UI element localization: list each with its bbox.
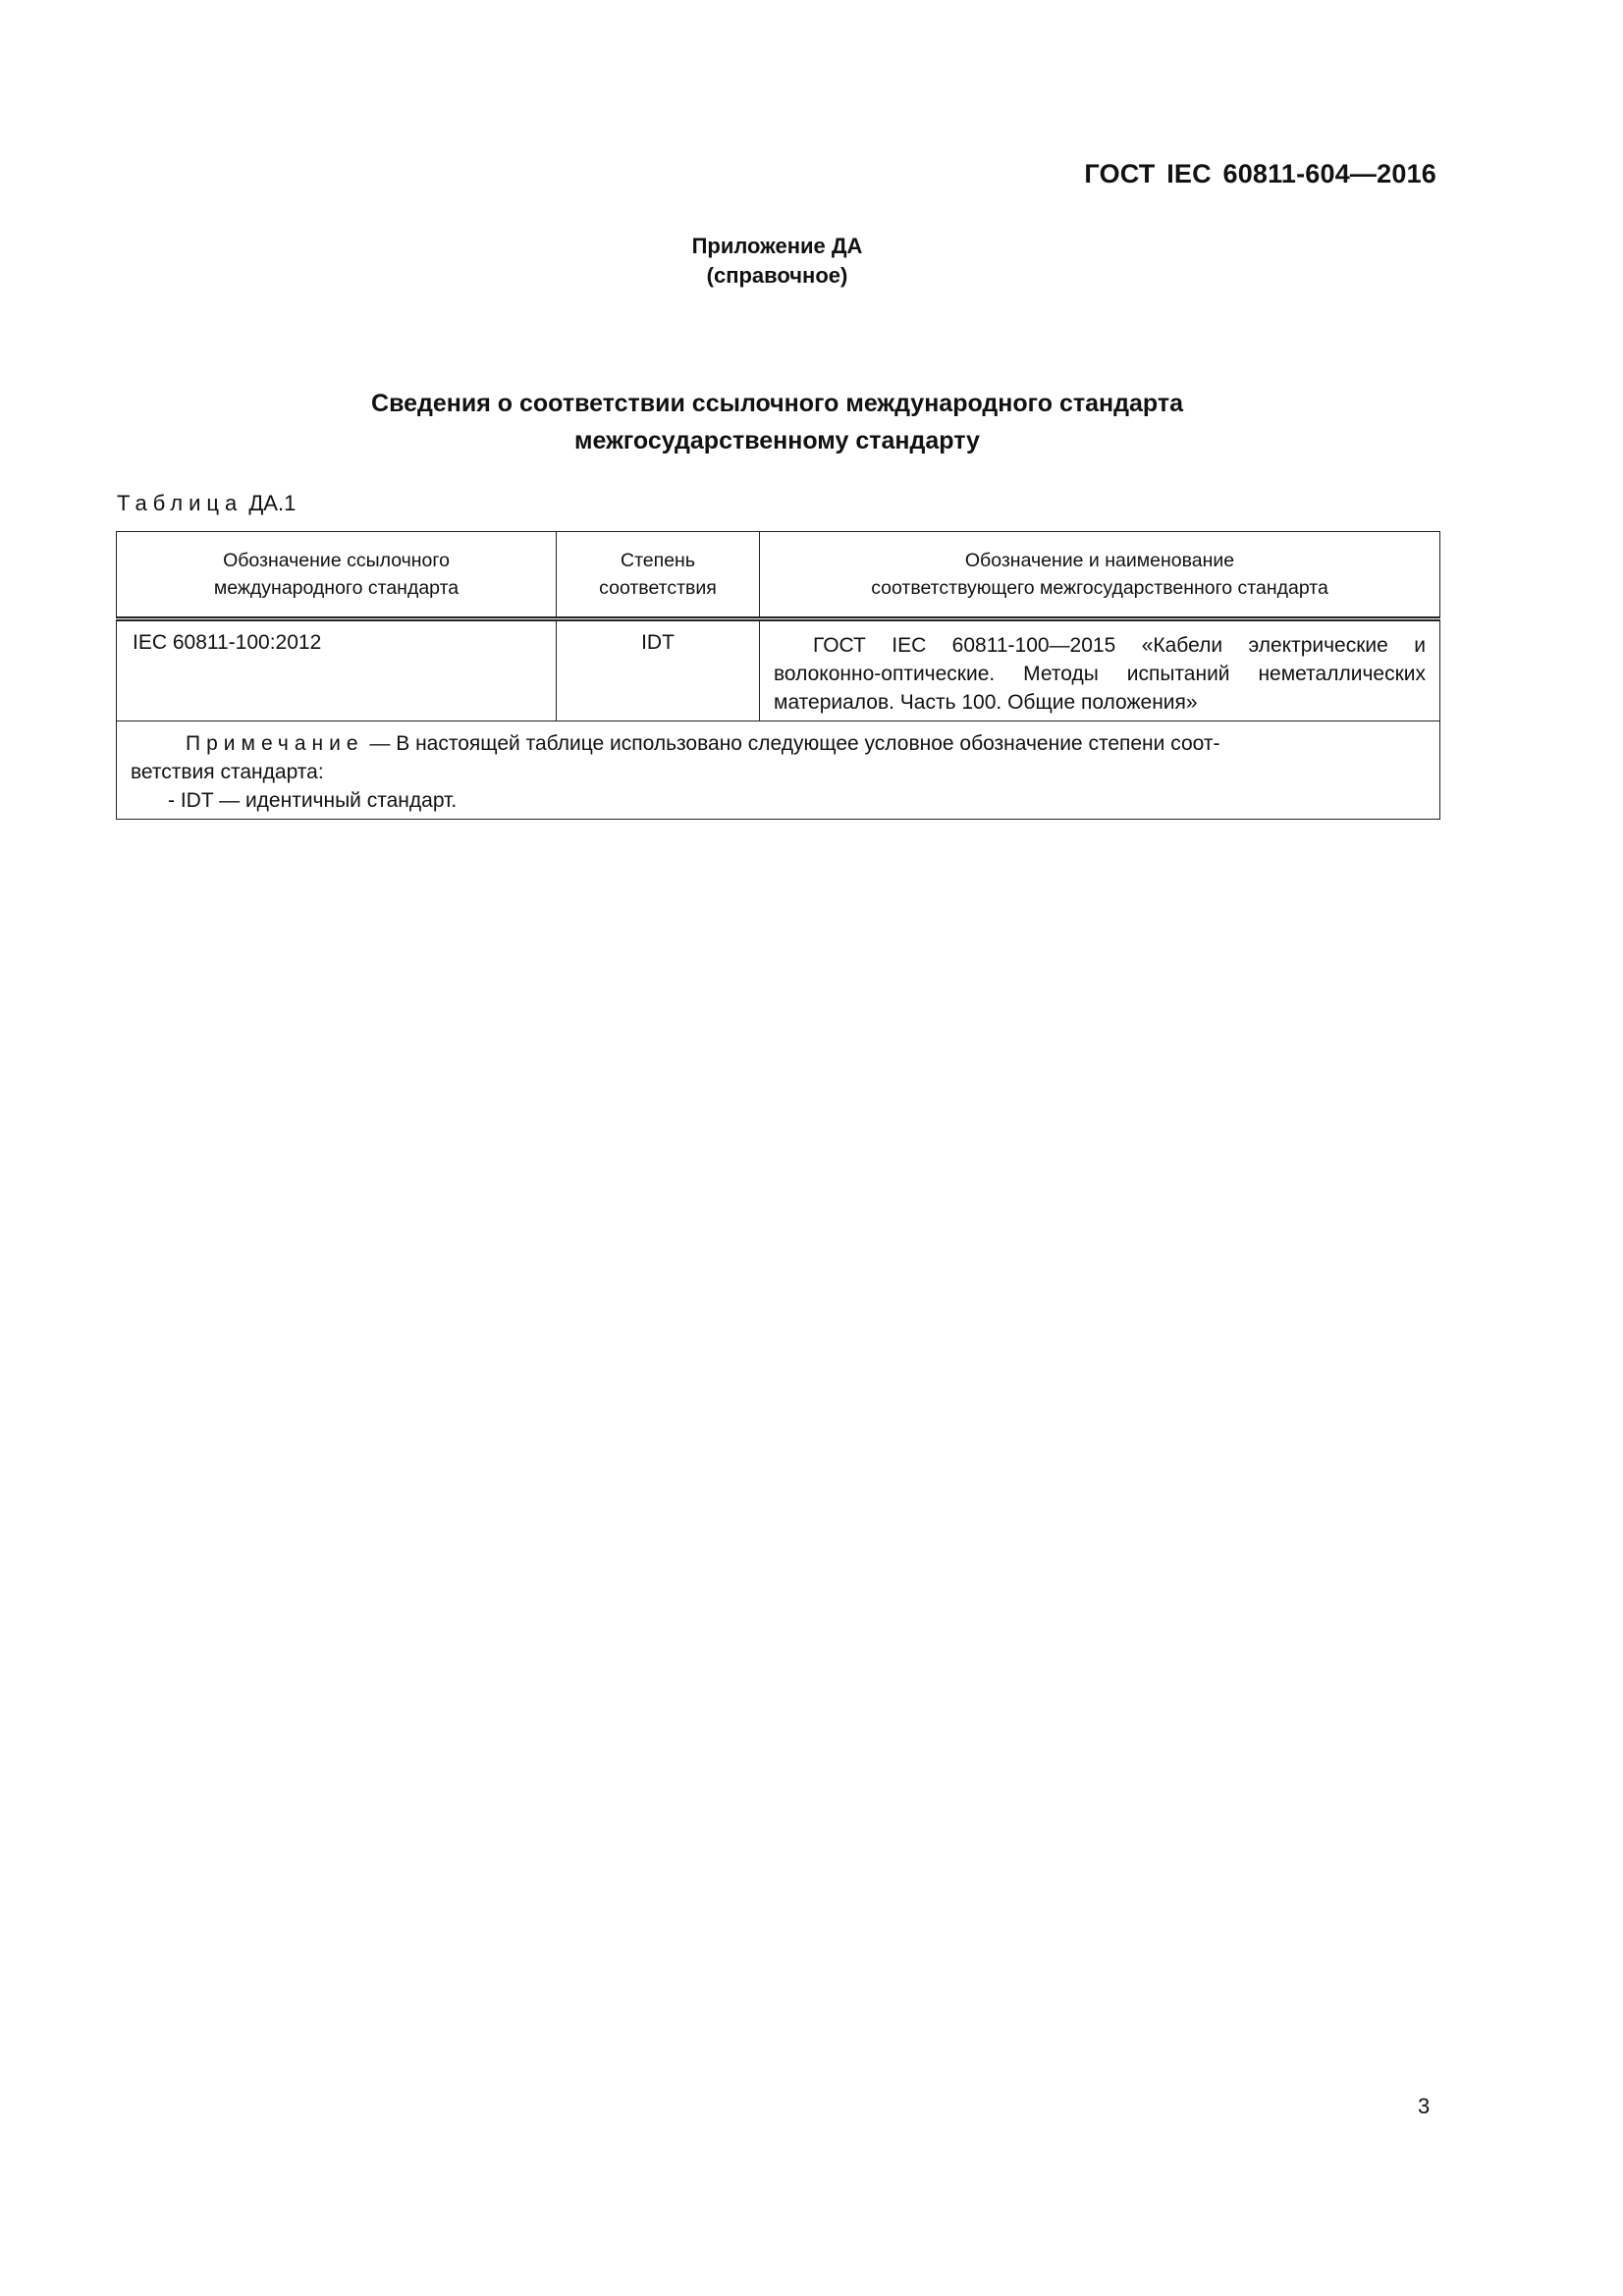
- cell-degree: IDT: [557, 619, 760, 721]
- cell-interstate-standard: [760, 619, 1440, 721]
- header-interstate-standard: [760, 532, 1440, 619]
- appendix-subtitle: (справочное): [706, 263, 848, 288]
- correspondence-table: [116, 531, 1440, 820]
- table-note: [117, 721, 1440, 820]
- header-text: Обозначение и наименование: [964, 550, 1235, 571]
- header-degree: [557, 532, 760, 619]
- table-caption-number: ДА.1: [248, 491, 297, 515]
- header-text: международного стандарта: [213, 577, 460, 599]
- header-text: соответствия: [599, 577, 717, 599]
- cell-reference-standard: IEC 60811-100:2012: [117, 619, 557, 721]
- note-label: Примечание: [186, 732, 364, 755]
- section-title-line2: межгосударственному стандарту: [574, 427, 980, 454]
- note-text: — В настоящей таблице использовано следующее условное обозначение степени соот-: [363, 732, 1220, 755]
- table-caption-label: Таблица: [117, 491, 243, 515]
- header-reference-standard: [117, 532, 557, 619]
- table-caption: [117, 491, 296, 516]
- section-title-line1: Сведения о соответствии ссылочного международного стандарта: [371, 390, 1183, 417]
- appendix-title: Приложение ДА: [691, 234, 863, 258]
- interstate-standard-text: ГОСТ IEC 60811-100—2015 «Кабели электрические и волоконно-оптические. Методы испытаний неметаллических материалов. Часть 100. Общие положения»: [774, 634, 1426, 714]
- note-line-3: - IDT — идентичный стандарт.: [168, 789, 458, 812]
- appendix-heading: [0, 232, 1554, 291]
- page-number: 3: [1418, 2094, 1431, 2118]
- table-note-row: [117, 721, 1440, 820]
- document-code: ГОСТ IEC 60811-604—2016: [1084, 159, 1436, 188]
- note-line-2: ветствия стандарта:: [131, 761, 324, 783]
- note-line-1: [131, 729, 1426, 758]
- header-text: соответствующего межгосударственного стандарта: [871, 577, 1328, 599]
- header-text: Степень: [621, 550, 695, 571]
- section-title: [0, 385, 1554, 459]
- table-row: [117, 619, 1440, 721]
- header-text: Обозначение ссылочного: [223, 550, 450, 571]
- table-header-row: [117, 532, 1440, 619]
